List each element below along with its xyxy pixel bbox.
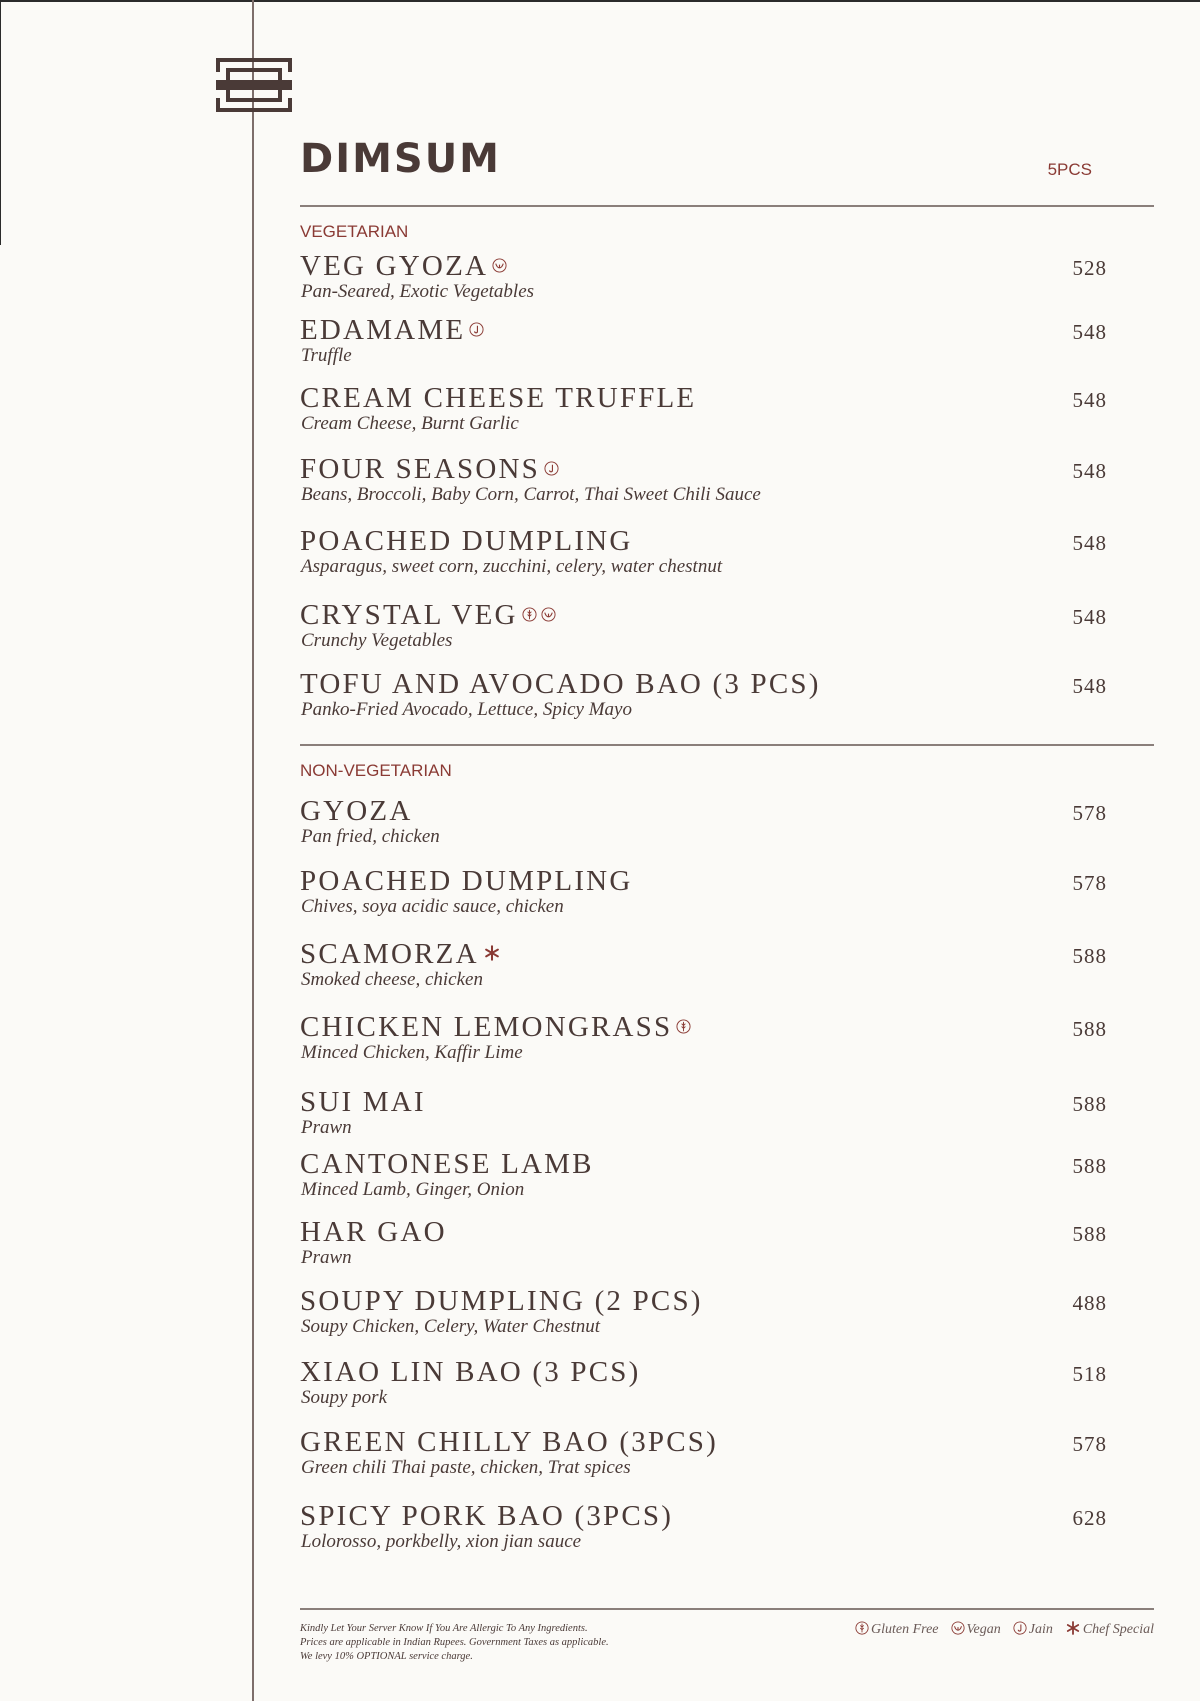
item-name-text: GREEN CHILLY BAO (3PCS): [300, 1426, 718, 1458]
item-name-text: CHICKEN LEMONGRASS: [300, 1011, 673, 1043]
item-name-text: POACHED DUMPLING: [300, 865, 633, 897]
gluten-free-icon: [522, 607, 537, 622]
legend-gluten-free: [851, 1622, 939, 1637]
tax-note: Prices are applicable in Indian Rupees. Government Taxes as applicable.: [300, 1637, 609, 1648]
item-name: [300, 865, 632, 898]
item-price: 488: [1072, 1291, 1107, 1315]
item-name: [300, 599, 556, 632]
item-name-text: SPICY PORK BAO (3PCS): [300, 1500, 674, 1532]
footer-notes: [300, 1622, 660, 1664]
item-description: Prawn: [301, 1117, 352, 1138]
menu-item: [300, 1148, 1107, 1204]
item-name: [300, 1086, 426, 1119]
item-price: 548: [1072, 459, 1107, 483]
jain-icon: [544, 461, 559, 476]
item-price: 588: [1072, 944, 1107, 968]
menu-item: [300, 250, 1107, 306]
jain-icon: [469, 322, 484, 337]
section-label: VEGETARIAN: [300, 222, 409, 241]
menu-item: [300, 938, 1107, 994]
item-name-text: EDAMAME: [300, 314, 466, 346]
item-price: 548: [1072, 605, 1107, 629]
item-name: [300, 250, 507, 283]
item-description: Soupy pork: [301, 1387, 388, 1408]
item-name: [300, 795, 413, 828]
legend: [843, 1622, 1154, 1638]
item-description: Pan-Seared, Exotic Vegetables: [301, 281, 535, 302]
menu-item: [300, 668, 1107, 724]
item-name-text: CANTONESE LAMB: [300, 1148, 594, 1180]
item-price: 578: [1072, 1432, 1107, 1456]
vegan-icon: [492, 258, 507, 273]
item-name: [300, 1356, 640, 1389]
menu-item: [300, 1216, 1107, 1272]
item-name-text: GYOZA: [300, 795, 413, 827]
item-description: Truffle: [301, 345, 352, 366]
item-price: 548: [1072, 320, 1107, 344]
item-price: 588: [1072, 1222, 1107, 1246]
jain-icon: [1013, 1621, 1027, 1635]
menu-item: [300, 1356, 1107, 1412]
item-name-text: XIAO LIN BAO (3 PCS): [300, 1356, 641, 1388]
item-name-text: HAR GAO: [300, 1216, 447, 1248]
legend-chef-special: [1061, 1622, 1154, 1637]
item-name: [300, 1285, 703, 1318]
menu-item: [300, 382, 1107, 438]
item-name: [300, 1148, 594, 1181]
gluten-free-icon: [676, 1019, 691, 1034]
item-name: [300, 1426, 718, 1459]
item-description: Chives, soya acidic sauce, chicken: [301, 896, 564, 917]
legend-vegan: [947, 1622, 1001, 1637]
portion-size: 5PCS: [1047, 160, 1092, 179]
divider-rule: [300, 744, 1154, 746]
menu-item: [300, 525, 1107, 581]
item-price: 548: [1072, 531, 1107, 555]
item-description: Prawn: [301, 1247, 352, 1268]
item-price: 528: [1072, 256, 1107, 280]
item-description: Beans, Broccoli, Baby Corn, Carrot, Thai Sweet Chili Sauce: [301, 484, 761, 505]
item-name-text: CRYSTAL VEG: [300, 599, 518, 631]
item-description: Panko-Fried Avocado, Lettuce, Spicy Mayo: [301, 699, 632, 720]
item-description: Asparagus, sweet corn, zucchini, celery, water chestnut: [301, 556, 723, 577]
left-border: [0, 0, 1, 245]
item-description: Minced Chicken, Kaffir Lime: [301, 1042, 523, 1063]
menu-item: [300, 1086, 1107, 1142]
item-price: 588: [1072, 1017, 1107, 1041]
menu-item: [300, 314, 1107, 370]
legend-label: Vegan: [966, 1622, 1001, 1638]
legend-label: Gluten Free: [871, 1622, 939, 1638]
item-name: [300, 938, 501, 971]
item-name-text: FOUR SEASONS: [300, 453, 540, 485]
item-price: 628: [1072, 1506, 1107, 1530]
vegan-icon: [541, 607, 556, 622]
item-name-text: SUI MAI: [300, 1086, 426, 1118]
item-name-text: SCAMORZA: [300, 938, 479, 970]
item-name: [300, 382, 696, 415]
vegan-icon: [951, 1621, 965, 1635]
top-border: [0, 0, 1200, 2]
item-name-text: SOUPY DUMPLING (2 PCS): [300, 1285, 703, 1317]
menu-item: [300, 795, 1107, 851]
item-description: Soupy Chicken, Celery, Water Chestnut: [301, 1316, 601, 1337]
item-name: [300, 314, 484, 347]
item-description: Smoked cheese, chicken: [301, 969, 483, 990]
item-description: Cream Cheese, Burnt Garlic: [301, 413, 519, 434]
item-name: [300, 668, 821, 701]
item-description: Green chili Thai paste, chicken, Trat spices: [301, 1457, 631, 1478]
menu-item: [300, 865, 1107, 921]
item-name-text: VEG GYOZA: [300, 250, 489, 282]
item-name: [300, 1500, 673, 1533]
item-name-text: TOFU AND AVOCADO BAO (3 PCS): [300, 668, 821, 700]
section-label: NON-VEGETARIAN: [300, 761, 452, 780]
menu-item: [300, 1011, 1107, 1067]
item-price: 588: [1072, 1092, 1107, 1116]
item-description: Pan fried, chicken: [301, 826, 440, 847]
item-name-text: POACHED DUMPLING: [300, 525, 633, 557]
gluten-free-icon: [855, 1621, 869, 1635]
item-name: [300, 453, 559, 486]
item-price: 578: [1072, 801, 1107, 825]
restaurant-logo-icon: [216, 58, 292, 112]
item-description: Minced Lamb, Ginger, Onion: [301, 1179, 525, 1200]
item-name-text: CREAM CHEESE TRUFFLE: [300, 382, 697, 414]
page-title: DIMSUM: [300, 136, 501, 182]
legend-label: Jain: [1028, 1622, 1053, 1638]
item-name: [300, 1011, 691, 1044]
divider-rule: [300, 205, 1154, 207]
menu-item: [300, 1426, 1107, 1482]
legend-jain: [1009, 1622, 1053, 1637]
menu-item: [300, 1285, 1107, 1341]
chef-special-icon: [483, 944, 501, 962]
item-price: 518: [1072, 1362, 1107, 1386]
footer: [300, 1622, 1154, 1682]
allergy-note: Kindly Let Your Server Know If You Are Allergic To Any Ingredients.: [300, 1623, 588, 1634]
menu-item: [300, 599, 1107, 655]
menu-header: [300, 136, 1154, 206]
item-price: 578: [1072, 871, 1107, 895]
service-charge-note: We levy 10% OPTIONAL service charge.: [300, 1651, 473, 1662]
item-name: [300, 525, 632, 558]
menu-item: [300, 453, 1107, 509]
vertical-divider: [252, 0, 254, 1701]
item-price: 548: [1072, 388, 1107, 412]
item-description: Crunchy Vegetables: [301, 630, 453, 651]
item-name: [300, 1216, 447, 1249]
divider-rule: [300, 1608, 1154, 1610]
menu-item: [300, 1500, 1107, 1556]
item-price: 548: [1072, 674, 1107, 698]
item-description: Lolorosso, porkbelly, xion jian sauce: [301, 1531, 582, 1552]
chef-special-icon: [1065, 1620, 1081, 1636]
item-price: 588: [1072, 1154, 1107, 1178]
legend-label: Chef Special: [1082, 1622, 1154, 1638]
